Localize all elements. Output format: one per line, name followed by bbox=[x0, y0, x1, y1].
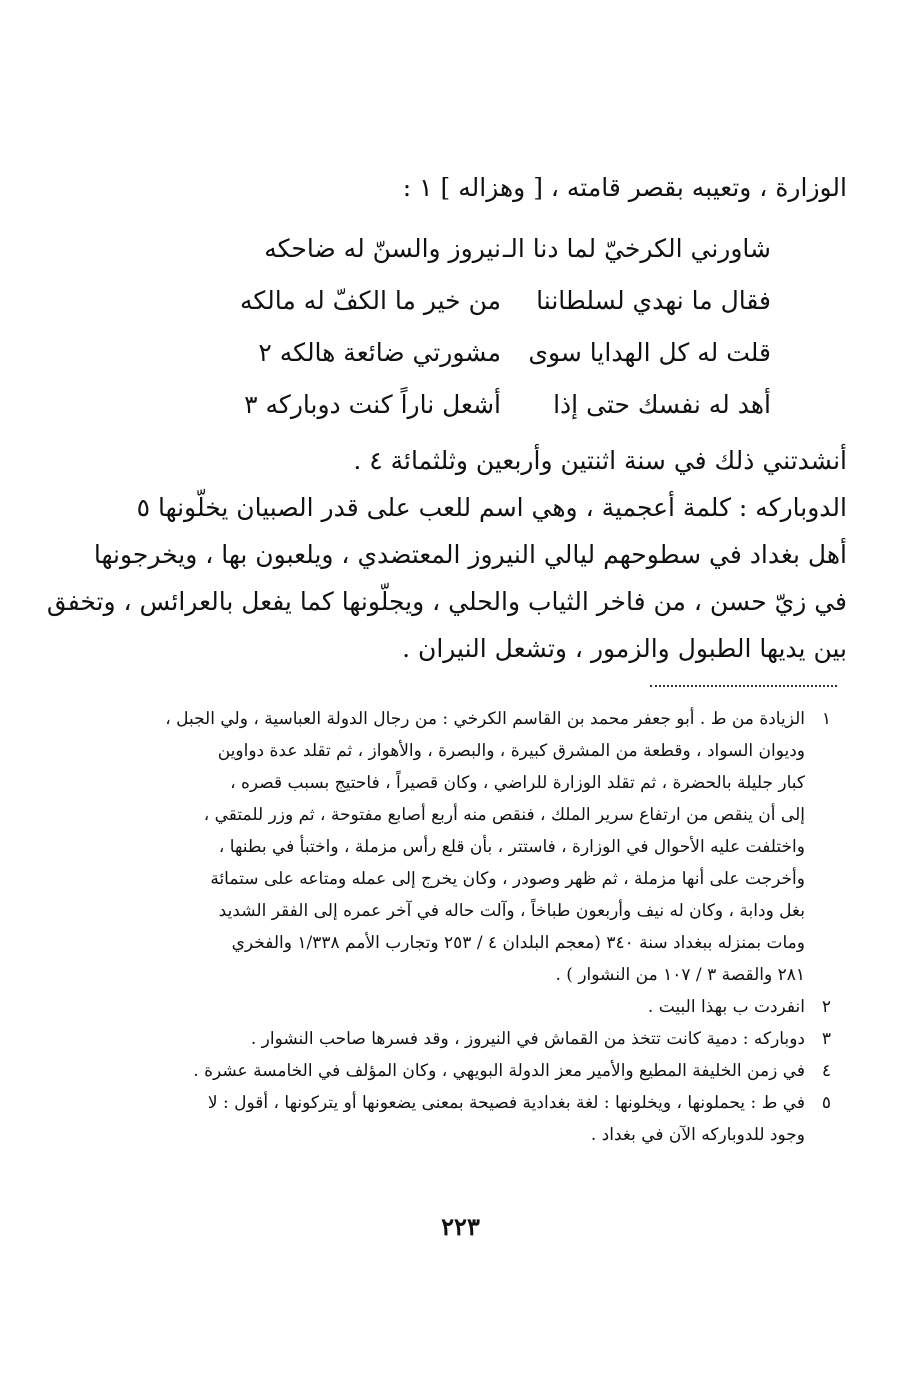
footnote-line: إلى أن ينقص من ارتفاع سرير الملك ، فنقص منه أربع أصابع مفتوحة ، ثم وزر للمتقي ، bbox=[203, 805, 805, 825]
poem-verse bbox=[251, 222, 771, 274]
verse-first-hemistich: قلت له كل الهدايا سوى bbox=[528, 337, 771, 367]
poem-verse bbox=[251, 326, 771, 378]
footnote-line: انفردت ب بهذا البيت . bbox=[647, 997, 805, 1017]
body-line: الدوباركه : كلمة أعجمية ، وهي اسم للعب على قدر الصبيان يخلّونها ٥ bbox=[136, 493, 847, 522]
footnote-text bbox=[131, 703, 805, 991]
body-line: أنشدتني ذلك في سنة اثنتين وأربعين وثلثمائة ٤ . bbox=[353, 446, 847, 475]
verse-first-hemistich: أهد له نفسك حتى إذا bbox=[553, 389, 771, 419]
footnote-text bbox=[131, 991, 805, 1023]
footnote-number: ٤ bbox=[821, 1061, 831, 1081]
verse-second-hemistich: أشعل ناراً كنت دوباركه ٣ bbox=[244, 389, 501, 419]
footnote-text bbox=[131, 1055, 805, 1087]
footnote-line: في ط : يحملونها ، ويخلونها : لغة بغدادية فصيحة بمعنى يضعونها أو يتركونها ، أقول : لا bbox=[207, 1093, 805, 1113]
footnote-number: ١ bbox=[821, 709, 831, 729]
body-line: بين يديها الطبول والزمور ، وتشعل النيران . bbox=[402, 634, 847, 663]
footnote bbox=[131, 991, 831, 1023]
footnote bbox=[131, 703, 831, 991]
footnote-text bbox=[131, 1087, 805, 1151]
verse-first-hemistich: شاورني الكرخيّ لما دنا الـ bbox=[502, 233, 771, 263]
footnote-number: ٣ bbox=[821, 1029, 831, 1049]
poem-verse bbox=[239, 274, 771, 326]
footnote bbox=[131, 1023, 831, 1055]
body-line: أهل بغداد في سطوحهم ليالي النيروز المعتضدي ، ويلعبون بها ، ويخرجونها bbox=[93, 540, 847, 569]
footnote-number: ٥ bbox=[821, 1093, 831, 1113]
footnotes bbox=[131, 703, 831, 1151]
footnote-line: في زمن الخليفة المطيع والأمير معز الدولة البويهي ، وكان المؤلف في الخامسة عشرة . bbox=[193, 1061, 805, 1081]
verse-second-hemistich: نيروز والسنّ له ضاحكه bbox=[264, 233, 501, 263]
verse-second-hemistich: من خير ما الكفّ له مالكه bbox=[239, 285, 501, 315]
body-paragraph bbox=[46, 437, 847, 672]
footnote-line: ٢٨١ والقصة ٣ / ١٠٧ من النشوار ) . bbox=[555, 965, 805, 985]
footnote-line: واختلفت عليه الأحوال في الوزارة ، فاستتر ، بأن قلع رأس مزملة ، واختبأ في بطنها ، bbox=[218, 837, 805, 857]
page-number: ٢٢٣ bbox=[441, 1212, 480, 1241]
body-line: في زيّ حسن ، من فاخر الثياب والحلي ، ويجلّونها كما يفعل بالعرائس ، وتخفق bbox=[46, 587, 847, 616]
footnote-line: وأخرجت على أنها مزملة ، ثم ظهر وصودر ، وكان يخرج إلى عمله ومتاعه على ستمائة bbox=[210, 869, 805, 889]
poem-verse bbox=[244, 378, 771, 430]
footnote-line: ومات بمنزله ببغداد سنة ٣٤٠ (معجم البلدان ٤ / ٢٥٣ وتجارب الأمم ١/٣٣٨ والفخري bbox=[231, 933, 805, 953]
footnote-line: وجود للدوباركه الآن في بغداد . bbox=[590, 1125, 805, 1145]
footnote-line: وديوان السواد ، وقطعة من المشرق كبيرة ، والبصرة ، والأهواز ، ثم تقلد عدة دواوين bbox=[217, 741, 805, 761]
footnote-text bbox=[131, 1023, 805, 1055]
footnote-separator bbox=[650, 685, 837, 687]
poem bbox=[239, 222, 771, 430]
footnote-number: ٢ bbox=[821, 997, 831, 1017]
footnote-line: بغل ودابة ، وكان له نيف وأربعون طباخاً ، وآلت حاله في آخر عمره إلى الفقر الشديد bbox=[218, 901, 805, 921]
verse-first-hemistich: فقال ما نهدي لسلطاننا bbox=[536, 285, 771, 315]
intro-line: الوزارة ، وتعيبه بقصر قامته ، [ وهزاله ] ١ : bbox=[402, 173, 847, 202]
footnote-line: كبار جليلة بالحضرة ، ثم تقلد الوزارة للراضي ، وكان قصيراً ، فاحتيج بسبب قصره ، bbox=[230, 773, 805, 793]
footnote-line: دوباركه : دمية كانت تتخذ من القماش في النيروز ، وقد فسرها صاحب النشوار . bbox=[250, 1029, 805, 1049]
footnote bbox=[131, 1087, 831, 1151]
footnote bbox=[131, 1055, 831, 1087]
footnote-line: الزيادة من ط . أبو جعفر محمد بن القاسم الكرخي : من رجال الدولة العباسية ، ولي الجبل ، bbox=[165, 709, 805, 729]
verse-second-hemistich: مشورتي ضائعة هالكه ٢ bbox=[258, 337, 501, 367]
